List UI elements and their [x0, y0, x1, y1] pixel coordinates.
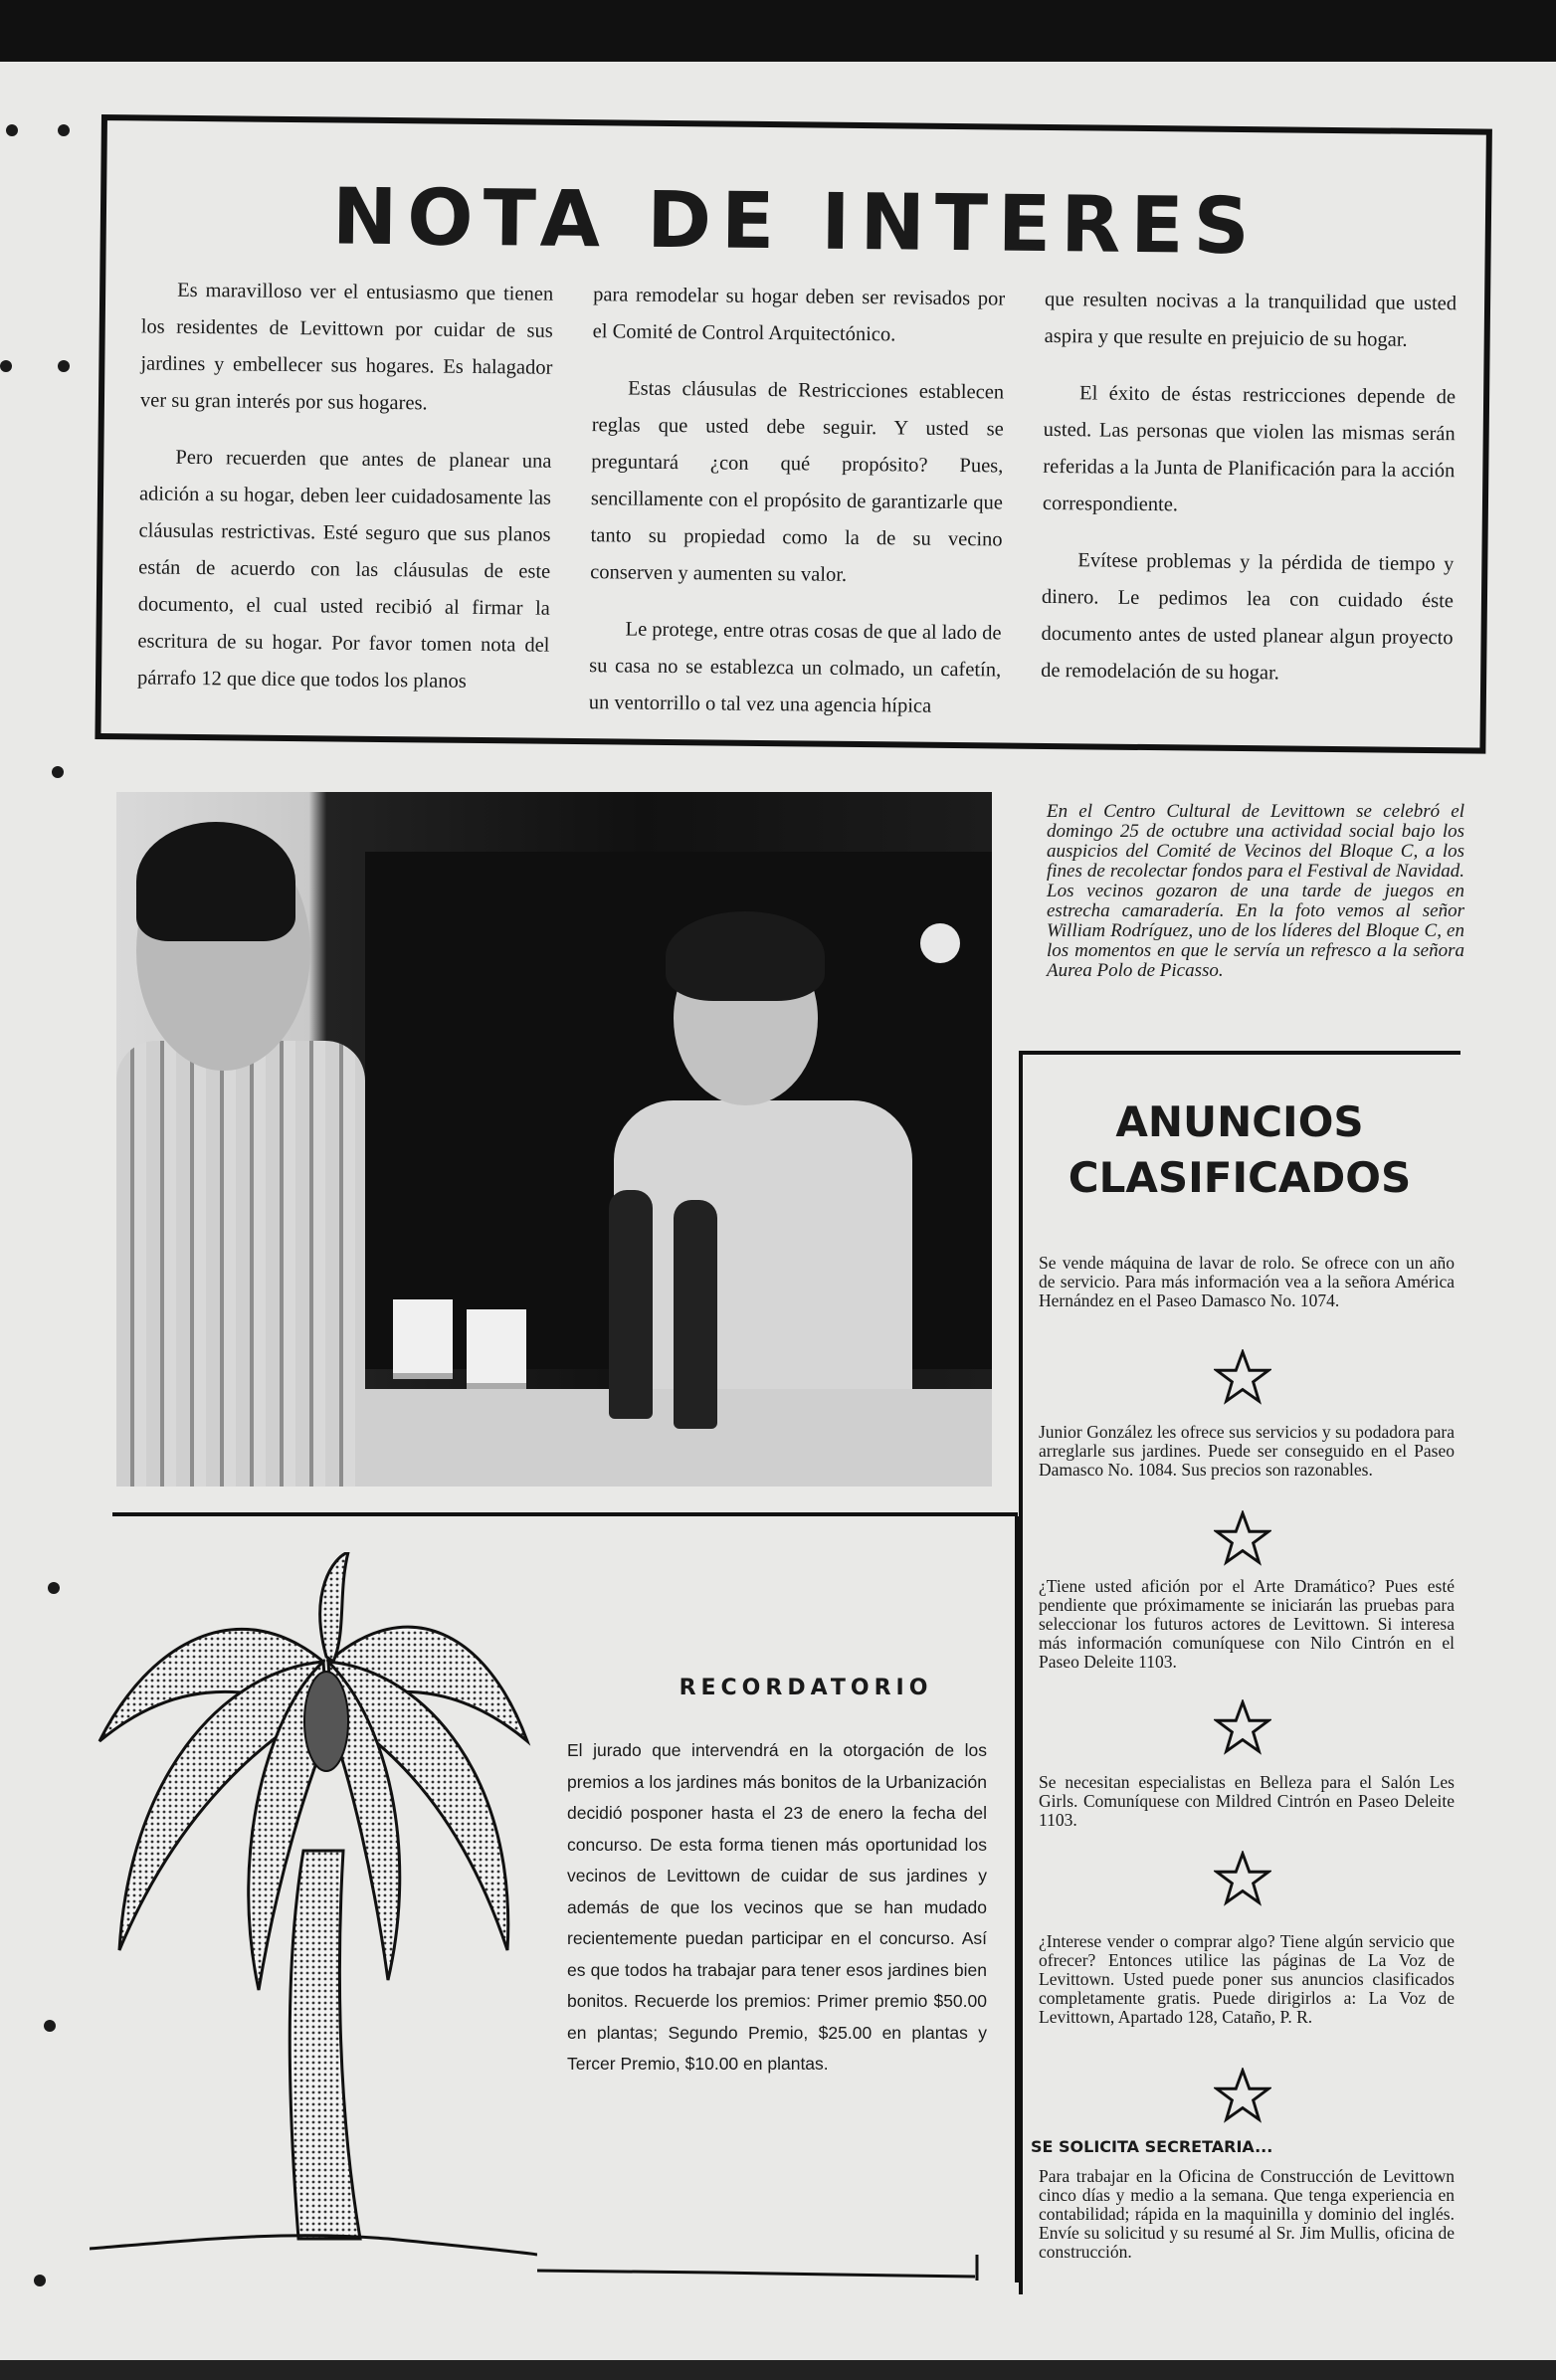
photo-bottle [609, 1190, 653, 1419]
nota-paragraph: Evítese problemas y la pérdida de tiempo y dinero. Le pedimos lea con cuidado éste documento antes de usted planear algun proyecto de remodelación de su hogar. [1041, 549, 1455, 685]
nota-paragraph: para remodelar su hogar deben ser revisados por el Comité de Control Arquitectónico. [592, 284, 1006, 346]
nota-paragraph: Es maravilloso ver el entusiasmo que tienen los residentes de Levittown por cuidar de sus jardines y embellecer sus hogares. Es halagador ver su gran interés por sus hogares. [139, 279, 554, 415]
nota-paragraph: que resulten nocivas a la tranquilidad que usted aspira y que resulte en prejuicio de su hogar. [1044, 288, 1458, 351]
scan-top-border [0, 0, 1556, 62]
photo-cup [467, 1309, 526, 1389]
nota-paragraph: El éxito de éstas restricciones depende de usted. Las personas que violen las mismas serán referidas a la Junta de Planificación para la acción correspondiente. [1042, 382, 1457, 516]
scan-bottom-border [0, 2360, 1556, 2380]
ground-line [537, 2251, 991, 2286]
photo-woman [614, 1100, 912, 1429]
nota-paragraph: Le protege, entre otras cosas de que al lado de su casa no se establezca un colmado, un cafetín, un ventorrillo o tal vez una agencia hípica [588, 618, 1002, 717]
nota-column-3 [1040, 282, 1457, 750]
photo [116, 792, 992, 1487]
section-divider [112, 1512, 1018, 1516]
recordatorio-text: El jurado que intervendrá en la otorgación de los premios a los jardines más bonitos de la Urbanización decidió posponer hasta el 23 de enero la fecha del concurso. De esta forma tienen más oportunidad los vecinos de Levittown de cuidar de sus jardines y además de que los vecinos que se han mudado recientemente puedan participar en el concurso. Así es que todos ha trabajar para tener esos jardines bien bonitos. Recuerde los premios: Primer premio $50.00 en plantas; Segundo Premio, $25.00 en plantas y Tercer Premio, $10.00 en plantas. [567, 1740, 987, 2074]
star-icon [1214, 2068, 1271, 2123]
nota-paragraph: Estas cláusulas de Restricciones establecen reglas que usted debe seguir. Y usted se preguntará ¿con qué propósito? Pues, sencillamente con el propósito de garantizarle que tanto su propiedad como la de su vecino conserven y aumenten su valor. [590, 377, 1005, 586]
photo-cup [393, 1299, 453, 1379]
classified-ad: ¿Tiene usted afición por el Arte Dramático? Pues esté pendiente que próximamente se iniciarán las pruebas para seleccionar los futuros actores de Levittown. Si interesa más información comuníquese con Nilo Cintrón en el Paseo Deleite 1103. [1039, 1576, 1455, 1672]
classified-ad: Se vende máquina de lavar de rolo. Se ofrece con un año de servicio. Para más información vea a la señora América Hernández en el Paseo Damasco No. 1074. [1039, 1253, 1455, 1310]
classified-ad: Junior González les ofrece sus servicios y su podadora para arreglarle sus jardines. Puede ser conseguido en el Paseo Damasco No. 1084. Sus precios son razonables. [1039, 1422, 1455, 1480]
star-icon [1214, 1851, 1271, 1906]
classified-ad: Se necesitan especialistas en Belleza para el Salón Les Girls. Comuníquese con Mildred Cintrón en Paseo Deleite 1103. [1039, 1772, 1455, 1830]
photo-caption: En el Centro Cultural de Levittown se celebró el domingo 25 de octubre una actividad social bajo los auspicios del Comité de Vecinos del Bloque C, a los fines de recolectar fondos para el Festival de Navidad. Los vecinos gozaron de una tarde de juegos en estrecha camaradería. En la foto vemos al señor William Rodríguez, uno de los líderes del Bloque C, en los momentos en que le servía un refresco a la señora Aurea Polo de Picasso. [1047, 801, 1464, 981]
photo-man [116, 1041, 365, 1487]
nota-column-2 [588, 277, 1005, 745]
nota-de-interes-box [95, 114, 1491, 754]
ad-heading: SE SOLICITA SECRETARIA... [1031, 2137, 1273, 2156]
star-icon [1214, 1349, 1271, 1405]
classified-ad: ¿Interese vender o comprar algo? Tiene algún servicio que ofrecer? Entonces utilice las páginas de La Voz de Levittown. Usted puede poner sus anuncios clasificados completamente gratis. Puede dirigirlos a: La Voz de Levittown, Apartado 128, Cataño, P. R. [1039, 1931, 1455, 2027]
nota-paragraph: Pero recuerden que antes de planear una adición a su hogar, deben leer cuidadosamente las cláusulas restrictivas. Esté seguro que sus planos están de acuerdo con las cláusulas de este documento, el cual usted recibió al firmar la escritura de su hogar. Por favor tomen nota del párrafo 12 que dice que todos los planos [136, 446, 552, 693]
anuncios-title [1019, 1094, 1460, 1206]
nota-column-1 [136, 272, 553, 740]
anuncios-title-line2: CLASIFICADOS [1068, 1153, 1412, 1202]
classified-ad: Para trabajar en la Oficina de Construcción de Levittown cinco días y medio a la semana. Que tenga experiencia en contabilidad; rápida en la maquinilla y dominio del inglés. Envíe su solicitud y su resumé al Sr. Jim Mullis, oficina de construcción. [1039, 2166, 1455, 2262]
photo-counter [315, 1389, 992, 1487]
palm-tree-illustration [90, 1552, 537, 2269]
nota-title: NOTA DE INTERES [331, 172, 1261, 273]
photo-bottle [674, 1200, 717, 1429]
star-icon [1214, 1510, 1271, 1566]
nota-columns [136, 272, 1457, 750]
binder-holes [0, 0, 70, 2380]
recordatorio-title: RECORDATORIO [679, 1676, 933, 1700]
star-icon [1214, 1699, 1271, 1755]
column-divider [1015, 1516, 1019, 2282]
anuncios-title-line1: ANUNCIOS [1115, 1097, 1364, 1146]
photo-lamp [920, 923, 960, 963]
